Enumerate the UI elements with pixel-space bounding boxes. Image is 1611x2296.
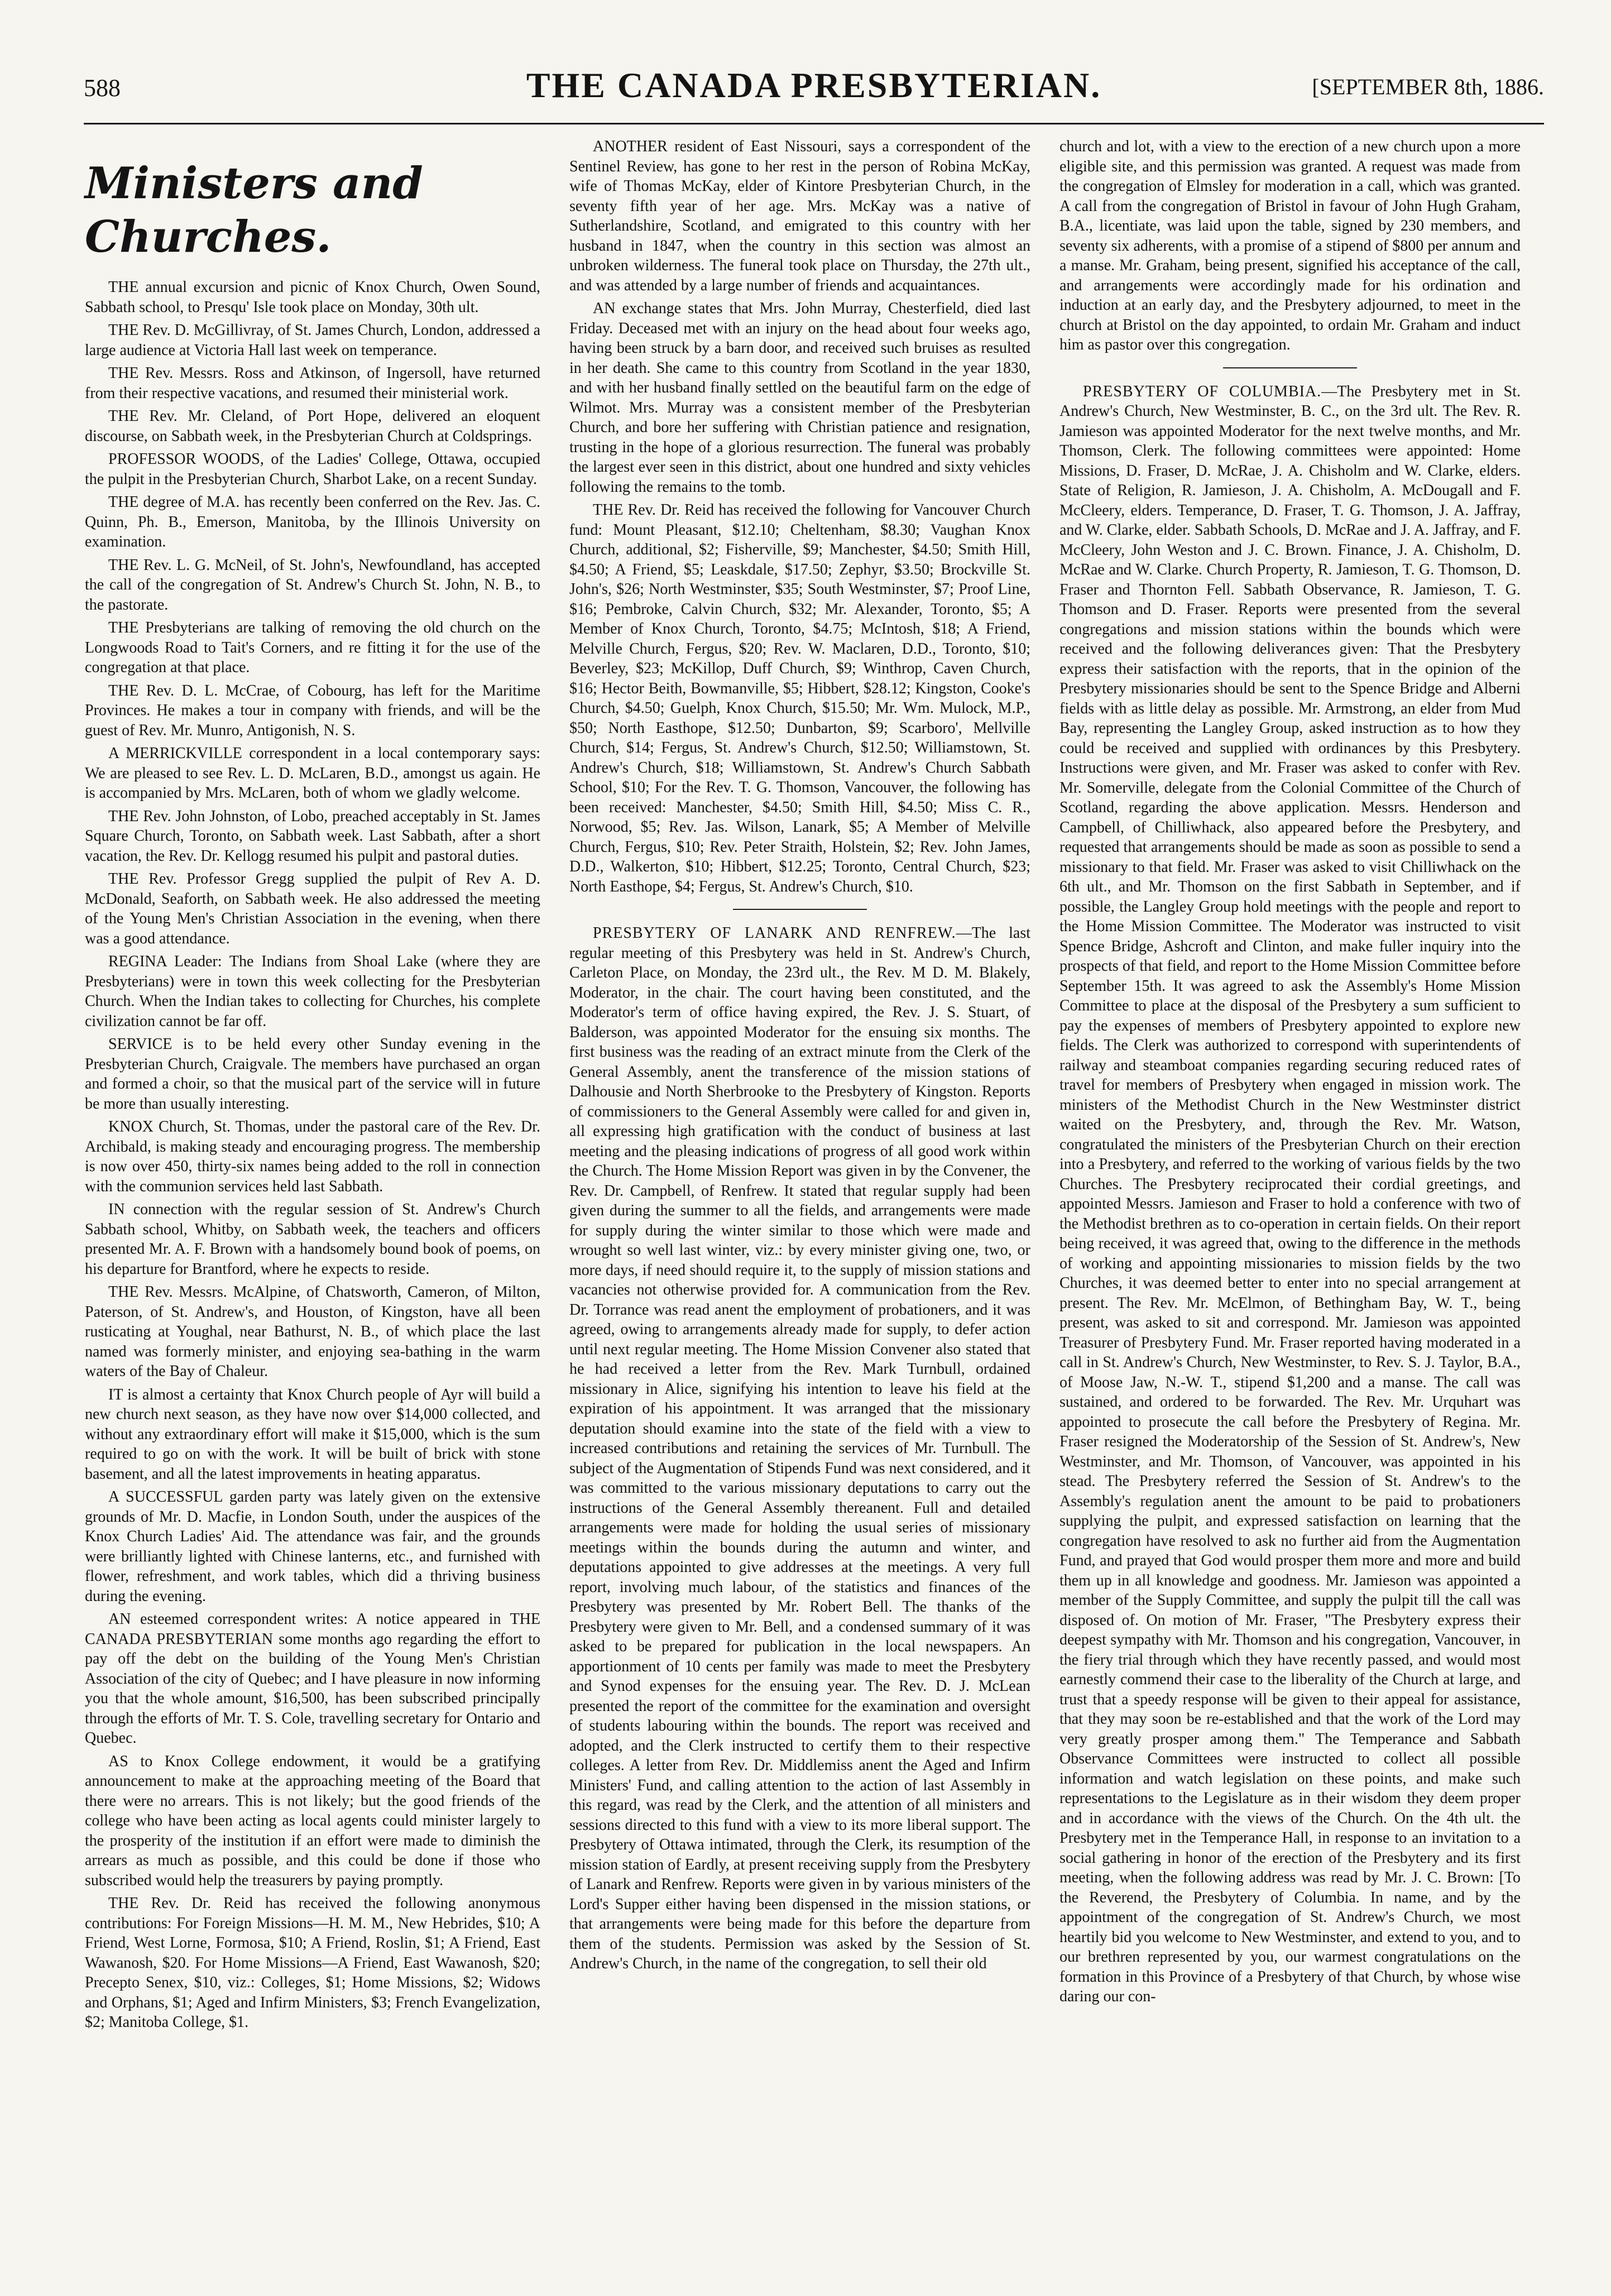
news-item: AN esteemed correspondent writes: A notice appeared in THE CANADA PRESBYTERIAN some months ago regarding the effort to pay off the debt on the building of the Young Men's Christian Association of the city of Quebec; and I have pleasure in now informing you that the whole amount, $16,500, has been subscribed principally through the efforts of Mr. T. S. Cole, travelling secretary for Ontario and Quebec.	[85, 1610, 540, 1747]
news-item: THE Rev. Messrs. Ross and Atkinson, of Ingersoll, have returned from their respective vacations, and resumed their ministerial work.	[85, 365, 540, 402]
news-item: THE Rev. Messrs. McAlpine, of Chatsworth, Cameron, of Milton, Paterson, of St. Andrew's, and Houston, of Kingston, have all been rusticating at Youghal, near Bathurst, N. B., of which place the last named was formerly minister, and enjoying sea-bathing in the warm waters of the Bay of Chaleur.	[85, 1283, 540, 1380]
news-item: THE Rev. D. McGillivray, of St. James Church, London, addressed a large audience at Victoria Hall last week on temperance.	[85, 322, 540, 359]
news-item: IT is almost a certainty that Knox Church people of Ayr will build a new church next season, as they have now over $14,000 collected, and without any extraordinary effort will make it $15,000, which is the sum required to go on with the work. It will be built of brick with stone basement, and all the latest improvements in heating apparatus.	[85, 1386, 540, 1483]
news-item: THE Rev. L. G. McNeil, of St. John's, Newfoundland, has accepted the call of the congregation of St. Andrew's Church St. John, N. B., to the pastorate.	[85, 556, 540, 613]
column-1	[84, 137, 541, 2275]
article-columbia	[1059, 382, 1521, 2007]
article-lanark-renfrew	[569, 923, 1030, 1974]
news-item: AN exchange states that Mrs. John Murray, Chesterfield, died last Friday. Deceased met with an injury on the head about four weeks ago, having been struck by a barn door, and received such bruises as resulted in her death. She came to this country from Scotland in the year 1830, and with her husband finally settled on the beautiful farm on the edge of Wilmot. Mrs. Murray was a consistent member of the Presbyterian Church, and bore her suffering with Christian patience and resignation, trusting in the hope of a glorious resurrection. The funeral was probably the largest ever seen in this district, about one hundred and sixty vehicles following the remains to the tomb.	[569, 300, 1030, 496]
news-item: THE Rev. Dr. Reid has received the following anonymous contributions: For Foreign Missions—H. M. M., New Hebrides, $10; A Friend, West Lorne, Formosa, $10; A Friend, Roslin, $1; A Friend, East Wawanosh, $20. For Home Missions—A Friend, East Wawanosh, $20; Precepto Senex, $10, viz.: Colleges, $1; Home Missions, $2; Widows and Orphans, $1; Aged and Infirm Ministers, $3; French Evangelization, $2; Manitoba College, $1.	[85, 1895, 540, 2031]
article-title: PRESBYTERY OF COLUMBIA.	[1083, 382, 1322, 400]
news-item: PROFESSOR WOODS, of the Ladies' College, Ottawa, occupied the pulpit in the Presbyterian Church, Sharbot Lake, on a recent Sunday.	[85, 450, 540, 488]
news-item: ANOTHER resident of East Nissouri, says a correspondent of the Sentinel Review, has gone to her rest in the person of Robina McKay, wife of Thomas McKay, elder of Kintore Presbyterian Church, in the seventy fifth year of her age. Mrs. McKay was a native of Sutherlandshire, Scotland, and emigrated to this country with her husband in 1847, when the country in this section was almost an unbroken wilderness. The funeral took place on Thursday, the 27th ult., and was attended by a large number of friends and acquaintances.	[569, 138, 1030, 294]
article-title: PRESBYTERY OF LANARK AND RENFREW.	[593, 924, 956, 942]
news-item: THE Rev. John Johnston, of Lobo, preached acceptably in St. James Square Church, Toronto, on Sabbath week. Last Sabbath, after a short vacation, the Rev. Dr. Kellogg resumed his pulpit and pastoral duties.	[85, 807, 540, 865]
column-2	[568, 137, 1032, 2275]
news-item: THE Rev. Dr. Reid has received the following for Vancouver Church fund: Mount Pleasant, $12.10; Cheltenham, $8.30; Vaughan Knox Church, additional, $2; Fisherville, $9; Manchester, $4.50; Smith Hill, $4.50; A Friend, $5; Leaskdale, $17.50; Zephyr, $3.50; Brockville St. John's, $26; North Westminster, $35; South Westminster, $7; Proof Line, $16; Pembroke, Calvin Church, $32; Mr. Alexander, Toronto, $5; A Member of Knox Church, Toronto, $4.75; McIntosh, $18; A Friend, Melville Church, Fergus, $20; Rev. W. Maclaren, D.D., Toronto, $10; Beverley, $23; McKillop, Duff Church, $9; Winthrop, Caven Church, $16; Hector Beith, Bowmanville, $5; Hibbert, $28.12; Kingston, Cooke's Church, $4.50; Guelph, Knox Church, $15.50; Mr. Wm. Mulock, M.P., $50; North Easthope, $12.50; Dunbarton, $9; Scarboro', Mellville Church, $14; Fergus, St. Andrew's Church, $12.50; Williamstown, St. Andrew's Church, $18; Williamstown, St. Andrew's Church Sabbath School, $10; For the Rev. T. G. Thomson, Vancouver, the following has been received: Manchester, $4.50; Smith Hill, $4.50; Miss C. R., Norwood, $5; Rev. Jas. Wilson, Lanark, $5; A Member of Melville Church, Fergus, $10; Rev. Peter Straith, Holstein, $2; Rev. John James, D.D., Walkerton, $10; Hibbert, $12.25; Toronto, Central Church, $23; North Easthope, $4; Fergus, St. Andrew's Church, $10.	[569, 501, 1030, 895]
news-item: THE Presbyterians are talking of removing the old church on the Longwoods Road to Tait's Corners, and re fitting it for the use of the congregation at that place.	[85, 619, 540, 676]
masthead: THE CANADA PRESBYTERIAN.	[526, 65, 1102, 105]
news-item: THE Rev. Mr. Cleland, of Port Hope, delivered an eloquent discourse, on Sabbath week, in the Presbyterian Church at Coldsprings.	[85, 408, 540, 445]
news-item: IN connection with the regular session of St. Andrew's Church Sabbath school, Whitby, on Sabbath week, the teachers and officers presented Mr. A. F. Brown with a handsomely bound book of poems, on his departure for Brantford, where he expects to reside.	[85, 1201, 540, 1278]
article-divider	[733, 909, 867, 910]
news-item: REGINA Leader: The Indians from Shoal Lake (where they are Presbyterians) were in town this week collecting for the Presbyterian Church. When the Indian takes to collecting for Churches, his complete civilization cannot be far off.	[85, 953, 540, 1030]
news-item: THE degree of M.A. has recently been conferred on the Rev. Jas. C. Quinn, Ph. B., Emerson, Manitoba, by the Illinois University on examination.	[85, 493, 540, 550]
news-item: A MERRICKVILLE correspondent in a local contemporary says: We are pleased to see Rev. L. D. McLaren, B.D., amongst us again. He is accompanied by Mrs. McLaren, both of whom we gladly welcome.	[85, 745, 540, 802]
column-2-items	[569, 137, 1030, 897]
news-item: AS to Knox College endowment, it would be a gratifying announcement to make at the approaching meeting of the Board that there were no arrears. This is not likely; but the good friends of the college who have been acting as local agents could minister largely to the prosperity of the institution if an effort were made to diminish the arrears as much as possible, and this could be done if those who subscribed would help the treasurers by paying promptly.	[85, 1752, 540, 1889]
section-heading: Ministers and Churches.	[85, 158, 423, 262]
column-3	[1058, 137, 1522, 2275]
news-item: KNOX Church, St. Thomas, under the pastoral care of the Rev. Dr. Archibald, is making steady and encouraging progress. The membership is now over 450, thirty-six names being added to the roll in connection with the communion services held last Sabbath.	[85, 1118, 540, 1195]
article-continuation: church and lot, with a view to the erection of a new church upon a more eligible site, and this permission was granted. A request was made from the congregation of Elmsley for moderation in a call, which was granted. A call from the congregation of Bristol in favour of John Hugh Graham, B.A., licentiate, was laid upon the table, signed by 230 members, and seventy six adherents, with a promise of a stipend of $800 per annum and a manse. Mr. Graham, being present, signified his acceptance of the call, and arrangements were accordingly made for his ordination and induction at an early day, and the Presbytery adjourned, to meet in the church at Bristol on the day appointed, to ordain Mr. Graham and induct him as pastor over this congregation.	[1059, 138, 1521, 353]
news-item: THE annual excursion and picnic of Knox Church, Owen Sound, Sabbath school, to Presqu' Isle took place on Monday, 30th ult.	[85, 279, 540, 316]
page-number: 588	[84, 74, 121, 102]
columns	[84, 137, 1544, 2275]
news-item: THE Rev. Professor Gregg supplied the pulpit of Rev A. D. McDonald, Seaforth, on Sabbath week. He also addressed the meeting of the Young Men's Christian Association in the evening, when there was a good attendance.	[85, 870, 540, 947]
article-body: —The last regular meeting of this Presbytery was held in St. Andrew's Church, Carleton Place, on Monday, the 23rd ult., the Rev. M D. M. Blakely, Moderator, in the chair. The court having been constituted, and the Moderator's term of office having expired, the Rev. J. S. Stuart, of Balderson, was appointed Moderator for the ensuing six months. The first business was the reading of an extract minute from the Clerk of the General Assembly, anent the transference of the mission stations of Dalhousie and North Sherbrooke to the Presbytery of Kingston. Reports of commissioners to the General Assembly were called for and given in, all expressing high gratification with the conduct of business at last meeting and the pleasing indications of progress of all good work within the Church. The Home Mission Report was given in by the Convener, the Rev. Dr. Campbell, of Renfrew. It stated that regular supply had been given during the summer to all the fields, and arrangements were made for supply during the winter similar to those which were made and wrought so well last winter, viz.: by every minister giving one, two, or more days, if need should require it, to the supply of mission stations and vacancies not otherwise provided for. A communication from the Rev. Dr. Torrance was read anent the employment of probationers, and it was agreed, owing to arrangements already made for supply, to defer action until next regular meeting. The Home Mission Convener also stated that he had received a letter from the Rev. Mark Turnbull, ordained missionary in Alice, signifying his intention to leave his field at the expiration of his appointment. It was arranged that the missionary deputation should examine into the state of the field with a view to increased contributions and retaining the services of Mr. Turnbull. The subject of the Augmentation of Stipends Fund was next considered, and it was committed to the various missionary deputations to carry out the instructions of the General Assembly thereanent. Full and detailed arrangements were made for holding the usual series of missionary meetings within the bounds during the autumn and winter, and deputations appointed to give addresses at the meetings. A very full report, involving much labour, of the statistics and finances of the Presbytery was presented by Mr. Robert Bell. The thanks of the Presbytery were given to Mr. Bell, and a condensed summary of it was asked to be prepared for publication in the local newspapers. An apportionment of 10 cents per family was made to meet the Presbytery and Synod expenses for the ensuing year. The Rev. D. J. McLean presented the report of the committee for the examination and oversight of students labouring within the bounds. The report was received and adopted, and the Clerk instructed to certify them to their respective colleges. A letter from Rev. Dr. Middlemiss anent the Aged and Infirm Ministers' Fund, and calling attention to the action of last Assembly in this regard, was read by the Clerk, and the attention of all ministers and sessions directed to this fund with a view to its more liberal support. The Presbytery of Ottawa intimated, through the Clerk, its resumption of the mission station of Eardly, at present receiving supply from the Presbytery of Lanark and Renfrew. Reports were given in by various ministers of the Lord's Supper either having been dispensed in the mission stations, or that arrangements were being made for this before the departure from them of the students. Permission was asked by the Session of St. Andrew's Church, in the name of the congregation, to sell their old	[569, 924, 1030, 1972]
issue-date: [SEPTEMBER 8th, 1886.	[1312, 74, 1544, 99]
news-item: SERVICE is to be held every other Sunday evening in the Presbyterian Church, Craigvale. The members have purchased an organ and formed a choir, so that the musical part of the service will in future be more than usually interesting.	[85, 1036, 540, 1113]
article-divider	[1223, 367, 1357, 368]
page-header	[84, 39, 1544, 124]
news-item: A SUCCESSFUL garden party was lately given on the extensive grounds of Mr. D. Macfie, in London South, under the auspices of the Knox Church Ladies' Aid. The attendance was fair, and the grounds were brilliantly lighted with Chinese lanterns, etc., and furnished with flower, refreshment, and work tables, which did a thriving business during the evening.	[85, 1488, 540, 1605]
news-item: THE Rev. D. L. McCrae, of Cobourg, has left for the Maritime Provinces. He makes a tour in company with friends, and will be the guest of Rev. Mr. Munro, Antigonish, N. S.	[85, 682, 540, 739]
article-body: —The Presbytery met in St. Andrew's Church, New Westminster, B. C., on the 3rd ult. The Rev. R. Jamieson was appointed Moderator for the next twelve months, and Mr. Thomson, Clerk. The following committees were appointed: Home Missions, D. Fraser, D. McRae, J. A. Chisholm and W. Clarke, elders. State of Religion, R. Jamieson, J. A. Chisholm, A. McDougall and F. McCleery, elders. Temperance, D. Fraser, T. G. Thomson, J. A. Jaffray, and W. Clarke, elder. Sabbath Schools, D. McRae and J. A. Jaffray, and F. McCleery, John Weston and J. C. Brown. Finance, J. A. Chisholm, D. McRae and W. Clarke. Church Property, R. Jamieson, T. G. Thomson, D. Fraser and Thornton Fell. Sabbath Observance, R. Jamieson, T. G. Thomson and D. Fraser. Reports were presented from the several congregations and mission stations within the bounds which were received and the following deliverances given: That the Presbytery express their satisfaction with the reports, that in the opinion of the Presbytery missionaries should be sent to the Spence Bridge and Alberni fields with as little delay as possible. Mr. Armstrong, an elder from Mud Bay, representing the Langley Group, asked instruction as to how they could be received and supplied with ordinances by this Presbytery. Instructions were given, and Mr. Fraser was asked to confer with Rev. Mr. Somerville, delegate from the Colonial Committee of the Church of Scotland, regarding the above application. Messrs. Henderson and Campbell, of Chilliwhack, also appeared before the Presbytery, and requested that arrangements should be made as soon as possible to send a missionary to that field. Mr. Fraser was asked to visit Chilliwhack on the 6th ult., and Mr. Thomson on the first Sabbath in September, and if possible, the Langley Group hold meetings with the people and report to the Home Mission Committee. The Moderator was instructed to visit Spence Bridge, Ashcroft and Clinton, and make fuller inquiry into the prospects of that field, and report to the Home Mission Committee before September 15th. It was agreed to ask the Assembly's Home Mission Committee to place at the disposal of the Presbytery a sum sufficient to pay the expenses of members of Presbytery appointed to explore new fields. The Clerk was authorized to correspond with superintendents of railway and steamboat companies regarding securing reduced rates of travel for members of Presbytery when engaged in mission work. The ministers of the Methodist Church in the New Westminster district waited on the Presbytery, and, through the Rev. Mr. Watson, congratulated the ministers of the Presbyterian Church on their erection into a Presbytery, and referred to the working of various fields by the two Churches. The Presbytery reciprocated their cordial greetings, and appointed Messrs. Jamieson and Fraser to hold a conference with two of the Methodist brethren as to co-operation in certain fields. On their report being received, it was agreed that, owing to the difference in the methods of working and appointing missionaries to mission fields by the two Churches, it was deemed better to enter into no special arrangement at present. The Rev. Mr. McElmon, of Bethingham Bay, W. T., being present, was asked to sit and correspond. Mr. Jamieson was appointed Treasurer of Presbytery Fund. Mr. Fraser reported having moderated in a call in St. Andrew's Church, New Westminster, to Rev. S. J. Taylor, B.A., of Moose Jaw, N.-W. T., stipend $1,200 and a manse. The call was sustained, and ordered to be forwarded. The Rev. Mr. Urquhart was appointed to prosecute the call before the Presbytery of Regina. Mr. Fraser resigned the Moderatorship of the Session of St. Andrew's, New Westminster, and Mr. Thomson, of Vancouver, was appointed in his stead. The Presbytery referred the Session of St. Andrew's to the Assembly's regulation anent the amount to be paid to probationers supplying the pulpit, and expressed satisfaction on learning that the congregation have resolved to ask no further aid from the Augmentation Fund, and prayed that God would prosper them more and more and build them up in all knowledge and goodness. Mr. Jamieson was appointed a member of the Supply Committee, and supply the pulpit till the call was disposed of. On motion of Mr. Fraser, "The Presbytery express their deepest sympathy with Mr. Thomson and his congregation, Vancouver, in the fiery trial through which they have recently passed, and would most earnestly commend their case to the liberality of the Church at large, and trust that a speedy response will be given to their appeal for assistance, that they may soon be re-established and that the work of the Lord may very greatly prosper among them." The Temperance and Sabbath Observance Committees were instructed to collect all possible information and watch legislation on these points, and make such representations to the Legislature as in their wisdom they deem proper and in accordance with the views of the Church. On the 4th ult. the Presbytery met in the Temperance Hall, in response to an invitation to a social gathering in honor of the erection of the Presbytery and its first meeting, when the following address was read by Mr. J. C. Brown: [To the Reverend, the Presbytery of Columbia. In name, and by the appointment of the congregation of St. Andrew's Church, we most heartily bid you welcome to New Westminster, and extend to you, and to our brethren represented by you, our warmest congratulations on the formation in this Province of a Presbytery of that Church, by whose wise daring our con-	[1059, 382, 1521, 2005]
